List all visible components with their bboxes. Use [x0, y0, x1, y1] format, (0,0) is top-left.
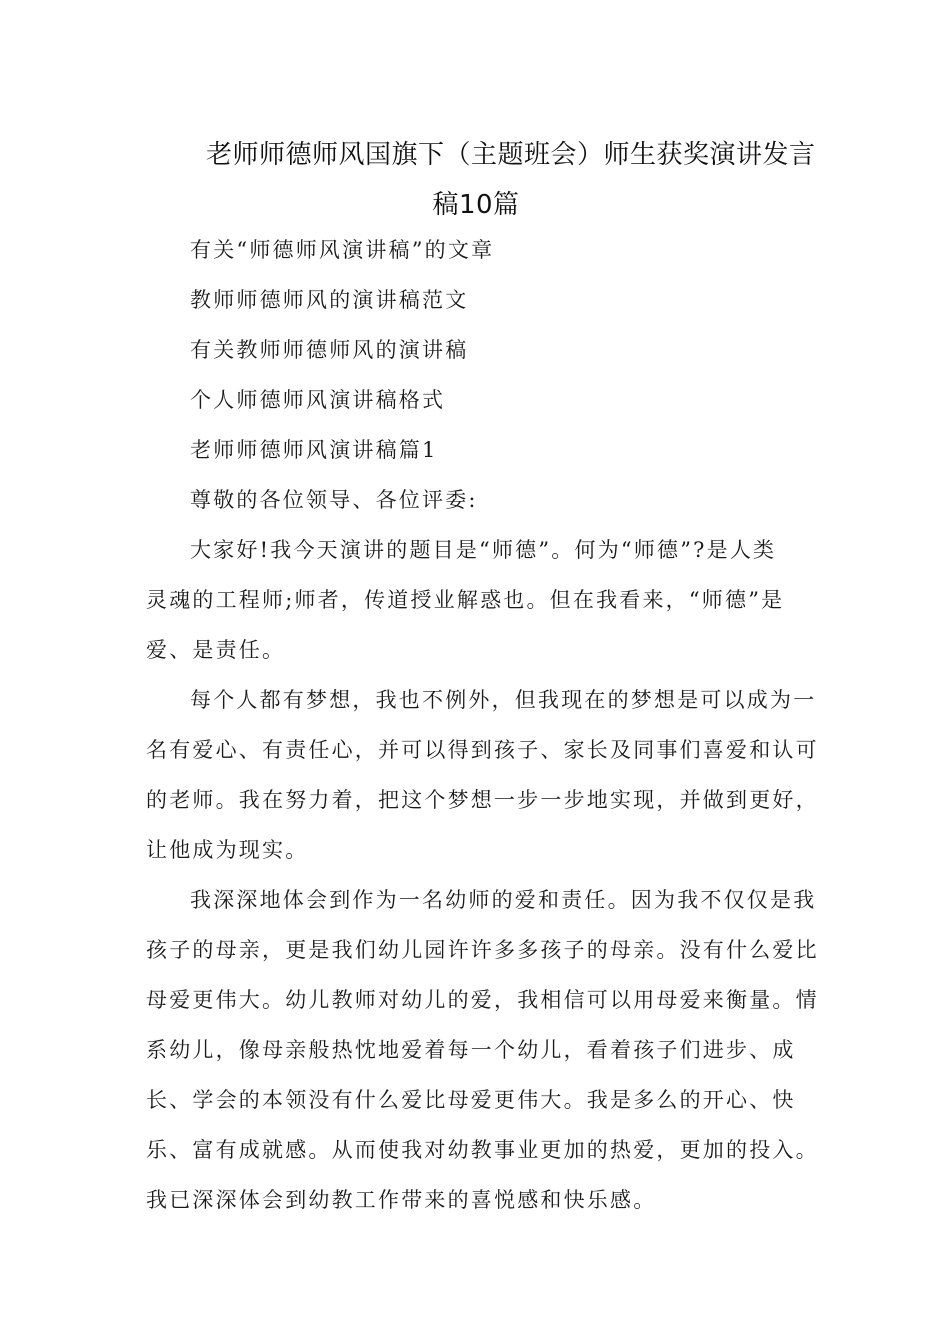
- related-link-2: 有关教师师德师风的演讲稿: [190, 338, 469, 362]
- paragraph-line: 我已深深体会到幼教工作带来的喜悦感和快乐感。: [146, 1188, 657, 1212]
- document-title-line-2: 稿10篇: [432, 190, 520, 220]
- paragraph-line: 让他成为现实。: [146, 838, 309, 862]
- paragraph-line: 爱、是责任。: [146, 638, 286, 662]
- paragraph-line: 的老师。我在努力着，把这个梦想一步一步地实现，并做到更好，: [146, 788, 819, 812]
- paragraph-line: 每个人都有梦想，我也不例外，但我现在的梦想是可以成为一: [190, 688, 817, 712]
- paragraph-line: 系幼儿，像母亲般热忱地爱着每一个幼儿，看着孩子们进步、成: [146, 1038, 796, 1062]
- paragraph-line: 名有爱心、有责任心，并可以得到孩子、家长及同事们喜爱和认可: [146, 738, 819, 762]
- paragraph-line: 孩子的母亲，更是我们幼儿园许许多多孩子的母亲。没有什么爱比: [146, 938, 819, 962]
- paragraph-line: 母爱更伟大。幼儿教师对幼儿的爱，我相信可以用母爱来衡量。情: [146, 988, 819, 1012]
- paragraph-line: 我深深地体会到作为一名幼师的爱和责任。因为我不仅仅是我: [190, 888, 817, 912]
- related-article-heading: 有关“师德师风演讲稿”的文章: [190, 238, 495, 262]
- document-title-line-1: 老师师德师风国旗下（主题班会）师生获奖演讲发言: [206, 140, 816, 170]
- paragraph-line: 乐、富有成就感。从而使我对幼教事业更加的热爱，更加的投入。: [146, 1138, 819, 1162]
- section-heading: 老师师德师风演讲稿篇1: [190, 438, 438, 462]
- salutation: 尊敬的各位领导、各位评委:: [190, 488, 478, 512]
- related-link-3: 个人师德师风演讲稿格式: [190, 388, 446, 412]
- paragraph-line: 灵魂的工程师;师者，传道授业解惑也。但在我看来，“师德”是: [146, 588, 785, 612]
- paragraph-line: 长、学会的本领没有什么爱比母爱更伟大。我是多么的开心、快: [146, 1088, 796, 1112]
- related-link-1: 教师师德师风的演讲稿范文: [190, 288, 469, 312]
- paragraph-line: 大家好!我今天演讲的题目是“师德”。何为“师德”?是人类: [190, 538, 777, 562]
